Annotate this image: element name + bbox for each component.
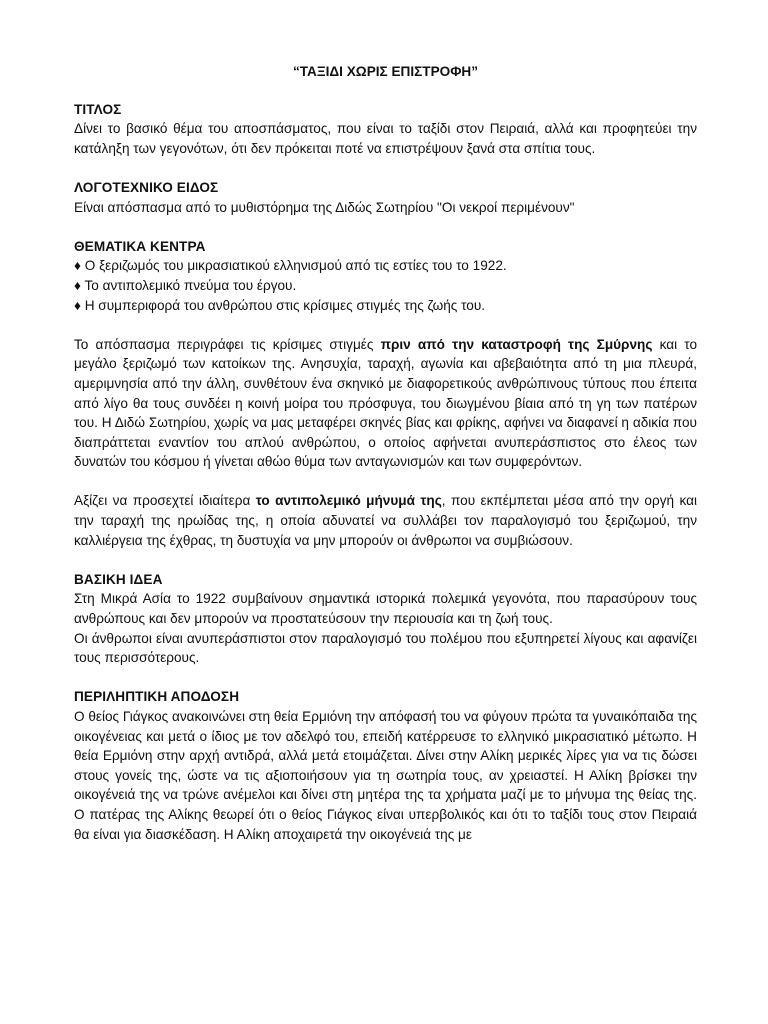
paragraph-1-part1: Το απόσπασμα περιγράφει τις κρίσιμες στιγμές (74, 336, 381, 352)
section-paragraph-2 (74, 491, 697, 550)
document-page (74, 62, 697, 864)
section-text-title: Δίνει το βασικό θέμα του αποσπάσματος, που είναι το ταξίδι στον Πειραιά, αλλά και προφητεύει την κατάληξη των γεγονότων, ότι δεν πρόκειται ποτέ να επιστρέψουν ξανά στα σπίτια τους. (74, 121, 697, 156)
theme-bullet-3: ♦ Η συμπεριφορά του ανθρώπου στις κρίσιμες στιγμές της ζωής του. (74, 297, 486, 313)
paragraph-1-bold: πριν από την καταστροφή της Σμύρνης (380, 336, 653, 352)
paragraph-1 (74, 335, 697, 472)
document-title: “ΤΑΞΙΔΙ ΧΩΡΙΣ ΕΠΙΣΤΡΟΦΗ” (292, 64, 479, 79)
paragraph-2-bold: το αντιπολεμικό μήνυμά της (255, 493, 442, 509)
section-title-analysis (74, 100, 697, 159)
section-text-genre: Είναι απόσπασμα από το μυθιστόρημα της Διδώς Σωτηρίου "Οι νεκροί περιμένουν" (74, 199, 575, 215)
main-idea-text-2: Οι άνθρωποι είναι ανυπεράσπιστοι στον παραλογισμό του πολέμου που εξυπηρετεί λίγους και αφανίζει τους περισσότερους. (74, 630, 697, 666)
theme-bullet-1: ♦ Ο ξεριζωμός του μικρασιατικού ελληνισμού από τις εστίες του το 1922. (74, 258, 507, 274)
section-main-idea (74, 570, 697, 668)
paragraph-2 (74, 491, 697, 550)
theme-bullet-2: ♦ Το αντιπολεμικό πνεύμα του έργου. (74, 277, 297, 293)
section-heading-summary: ΠΕΡΙΛΗΠΤΙΚΗ ΑΠΟΔΟΣΗ (74, 689, 240, 705)
main-idea-text-1: Στη Μικρά Ασία το 1922 συμβαίνουν σημαντικά ιστορικά πολεμικά γεγονότα, που παρασύρουν τους ανθρώπους και δεν μπορούν να προστατεύσουν την περιουσία και τη ζωή τους. (74, 591, 697, 627)
section-summary (74, 687, 697, 844)
section-paragraph-1 (74, 335, 697, 472)
section-heading-genre: ΛΟΓΟΤΕΧΝΙΚΟ ΕΙΔΟΣ (74, 179, 219, 195)
section-themes (74, 237, 697, 315)
paragraph-2-part2: , που εκπέμπεται μέσα από την οργή και την ταραχή της ηρωίδας της, η οποία αδυνατεί να συλλάβει τον παραλογισμό του ξεριζωμού, την καλλιέργεια της έχθρας, τη δυστυχία να μην μπορούν οι άνθρωποι να συμβιώσουν. (74, 493, 697, 548)
paragraph-1-part2: και το μεγάλο ξεριζωμό των κατοίκων της. Ανησυχία, ταραχή, αγωνία και αβεβαιότητα από τη μια πλευρά, αμεριμνησία από την άλλη, συνθέτουν ένα σκηνικό με διαφορετικούς ανθρώπινους τύπους που έπειτα από λίγο θα τους συνδέει η κοινή μοίρα του πρόσφυγα, του διωγμένου βίαια από τη γη των πατέρων του. Η Διδώ Σωτηρίου, χωρίς να μας μεταφέρει σκηνές βίας και φρίκης, αφήνει να διαφανεί η αδικία που διαπράττεται εναντίον του απλού ανθρώπου, ο οποίος αφήνεται ανυπεράσπιστος στο έλεος των δυνατών του κόσμου ή γίνεται αθώο θύμα των ανταγωνισμών και των συμφερόντων. (74, 336, 698, 470)
section-heading-main-idea: ΒΑΣΙΚΗ ΙΔΕΑ (74, 571, 163, 587)
section-heading-title: ΤΙΤΛΟΣ (74, 101, 122, 117)
paragraph-2-part1: Αξίζει να προσεχτεί ιδιαίτερα (74, 493, 256, 509)
section-genre (74, 178, 697, 217)
summary-text: Ο θείος Γιάγκος ανακοινώνει στη θεία Ερμιόνη την απόφασή του να φύγουν πρώτα τα γυναικόπαιδα της οικογένειας και μετά ο ίδιος με τον αδελφό του, επειδή κατέρρευσε το ελληνικό μικρασιατικό μέτωπο. Η θεία Ερμιόνη στην αρχή αντιδρά, αλλά μετά ετοιμάζεται. Δίνει στην Αλίκη μερικές λίρες για να τις δώσει στους γονείς της, ώστε να τις αξιοποιήσουν για τη σωτηρία τους, αν χρειαστεί. Η Αλίκη βρίσκει την οικογένειά της να τρώνε ανέμελοι και δίνει στη μητέρα της τα χρήματα μαζί με το μήνυμα της θείας της. Ο πατέρας της Αλίκης θεωρεί ότι ο θείος Γιάγκος είναι υπερβολικός και ότι το ταξίδι τους στον Πειραιά θα είναι για διασκέδαση. Η Αλίκη αποχαιρετά την οικογένειά της με (74, 709, 697, 842)
section-heading-themes: ΘΕΜΑΤΙΚΑ ΚΕΝΤΡΑ (74, 238, 206, 254)
